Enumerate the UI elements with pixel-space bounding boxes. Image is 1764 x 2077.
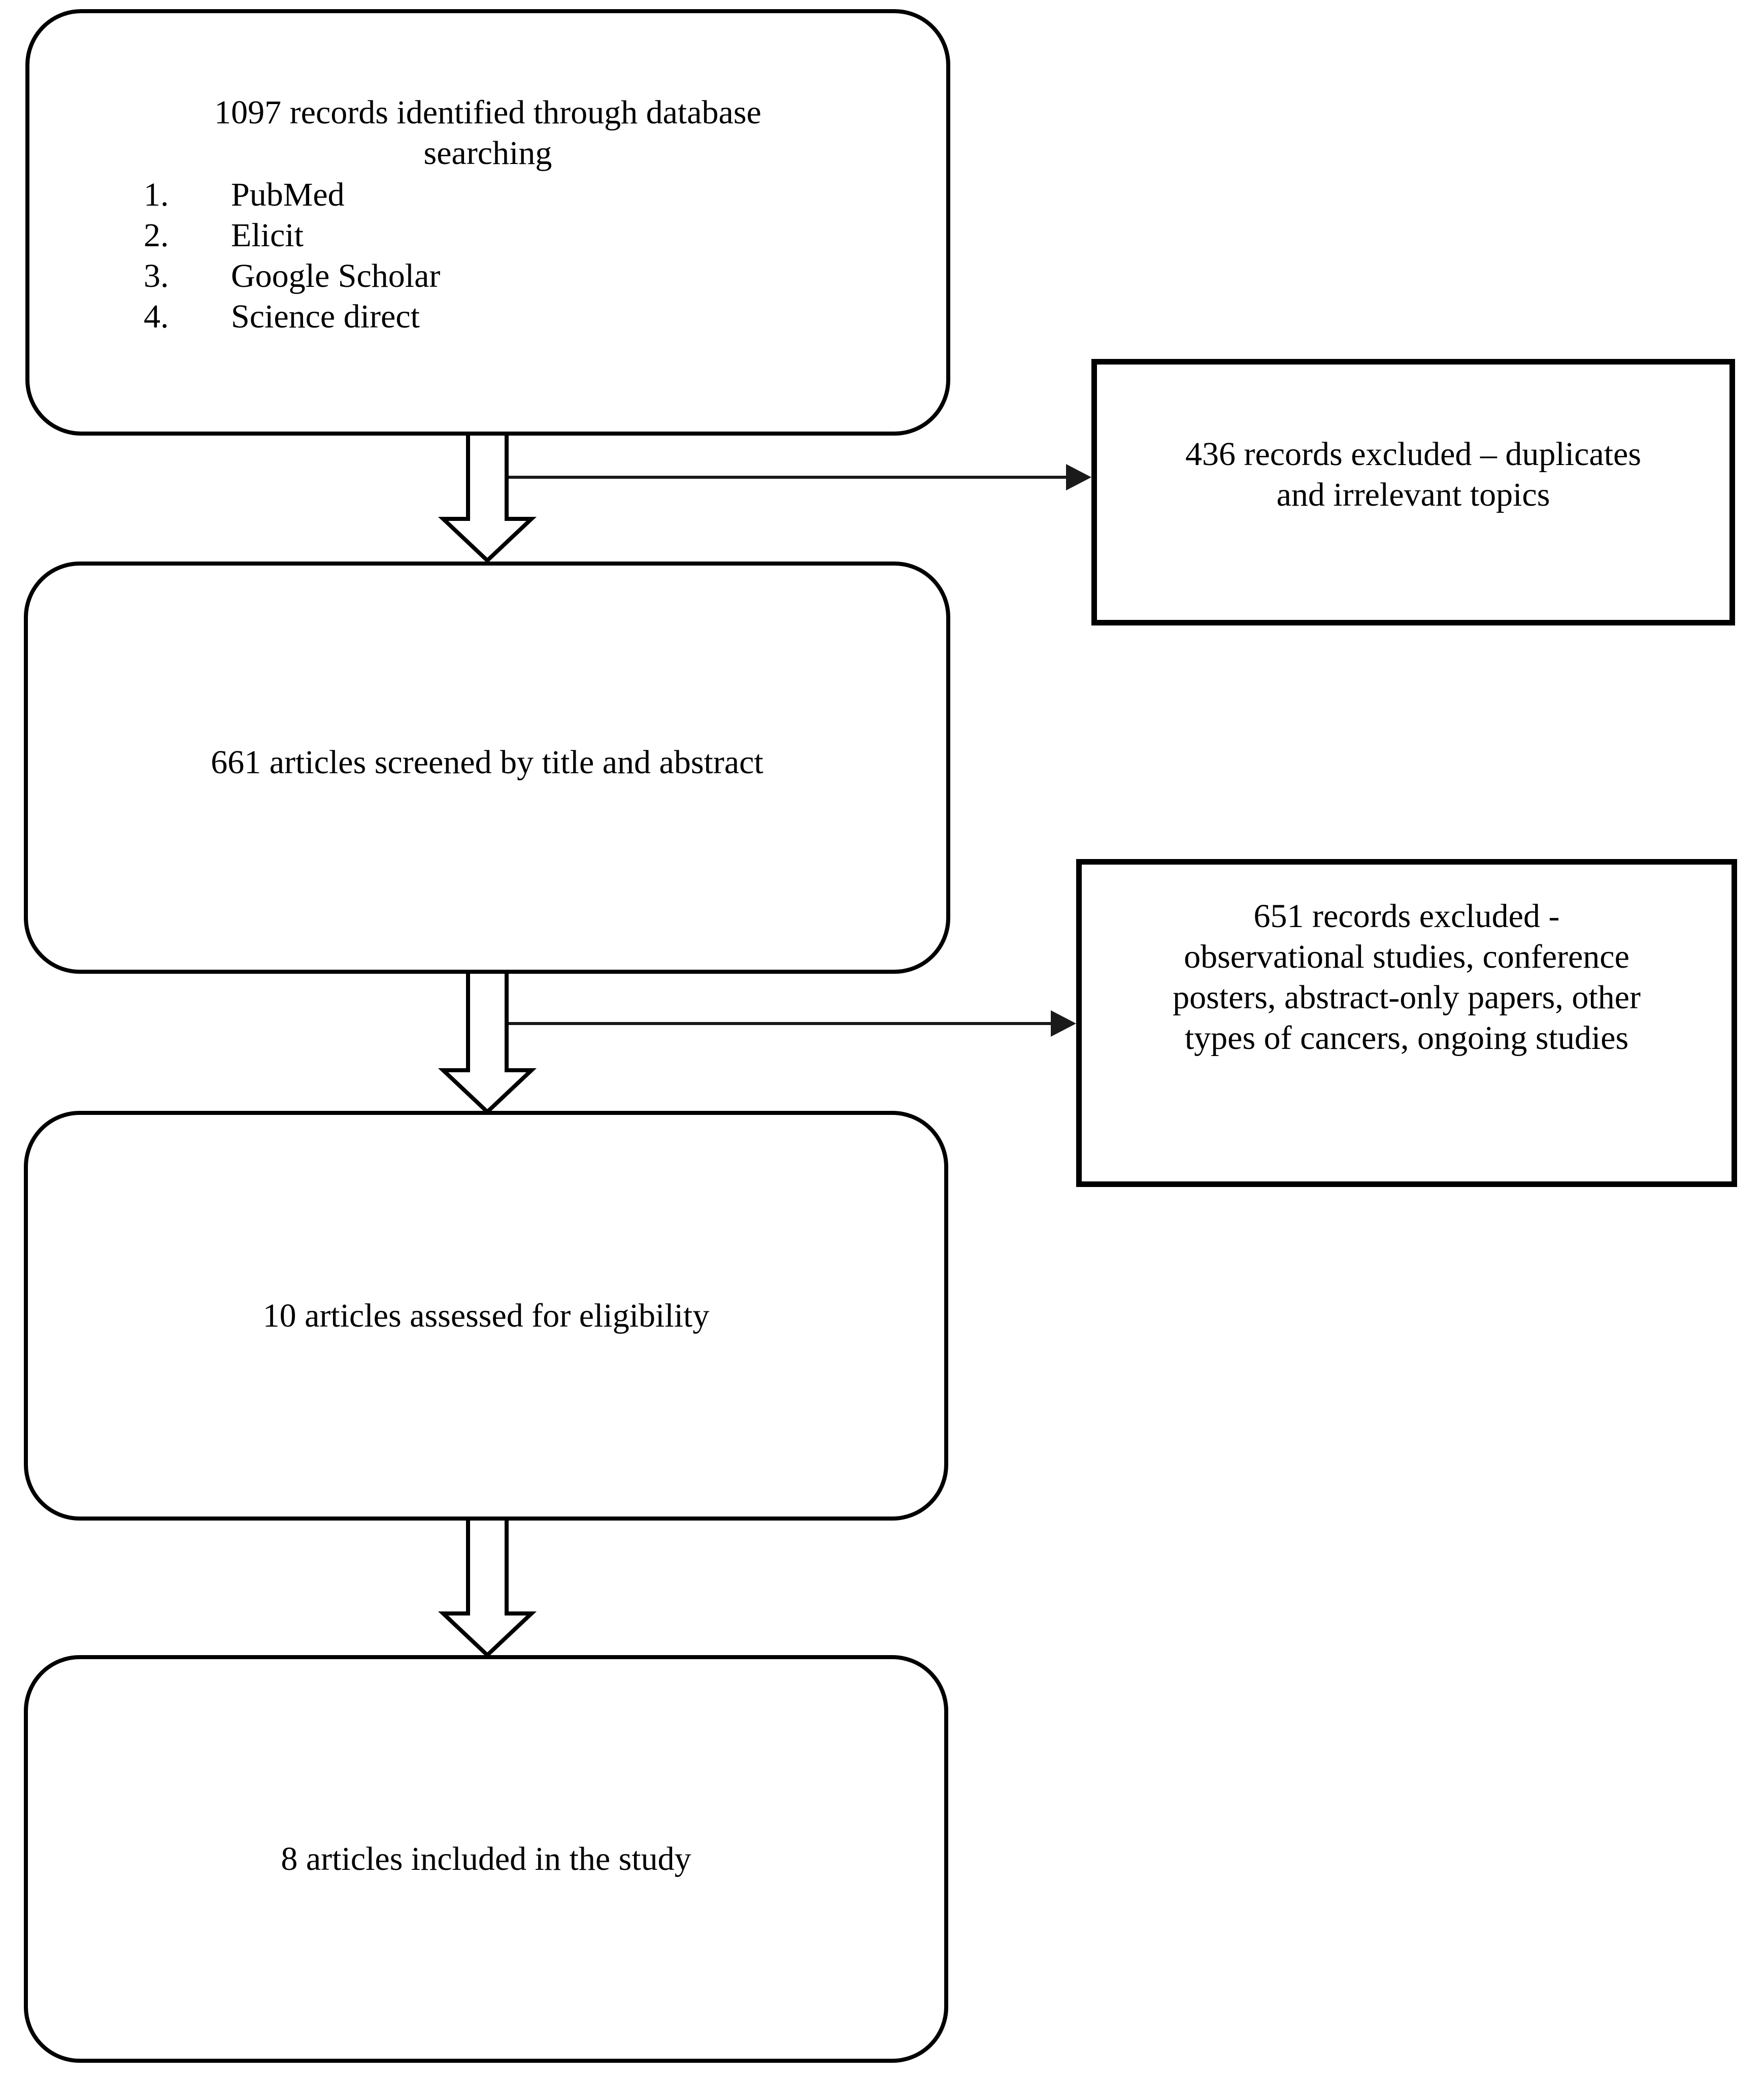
list-item [144, 175, 946, 215]
list-item-label: Science direct [231, 298, 420, 335]
box-records-excluded-observational [1076, 859, 1737, 1187]
screening-label: 661 articles screened by title and abstract [211, 744, 763, 781]
list-item [144, 256, 946, 296]
box-records-identified [25, 9, 950, 436]
connector-arrowhead-1 [1066, 464, 1091, 490]
excluded-eligibility-line-1: 651 records excluded - [1253, 898, 1560, 935]
list-item-label: PubMed [231, 176, 345, 213]
excluded-eligibility-line-2: observational studies, conference [1184, 938, 1629, 975]
box-articles-assessed [24, 1111, 948, 1521]
down-block-arrow-2 [443, 971, 531, 1112]
list-item-number: 2. [144, 217, 169, 254]
excluded-screening-line-1: 436 records excluded – duplicates [1185, 435, 1642, 473]
box-articles-included [24, 1655, 948, 2063]
list-item [144, 215, 946, 256]
connector-arrowhead-2 [1051, 1010, 1076, 1037]
list-item [144, 296, 946, 337]
list-item-number: 3. [144, 257, 169, 294]
excluded-screening-line-2: and irrelevant topics [1276, 476, 1550, 513]
excluded-eligibility-line-3: posters, abstract-only papers, other [1173, 979, 1641, 1016]
box-records-excluded-duplicates [1091, 359, 1735, 625]
down-block-arrow-1 [443, 433, 531, 561]
identification-title-line-2: searching [423, 135, 552, 172]
excluded-eligibility-line-4: types of cancers, ongoing studies [1184, 1019, 1629, 1057]
down-block-arrow-3 [443, 1518, 531, 1655]
list-item-label: Elicit [231, 217, 304, 254]
list-item-label: Google Scholar [231, 257, 441, 294]
database-source-list [29, 175, 946, 337]
box-articles-screened [24, 562, 950, 974]
list-item-number: 4. [144, 298, 169, 335]
included-label: 8 articles included in the study [281, 1840, 691, 1877]
identification-title-line-1: 1097 records identified through database [214, 94, 761, 131]
list-item-number: 1. [144, 176, 169, 213]
eligibility-label: 10 articles assessed for eligibility [262, 1297, 710, 1334]
